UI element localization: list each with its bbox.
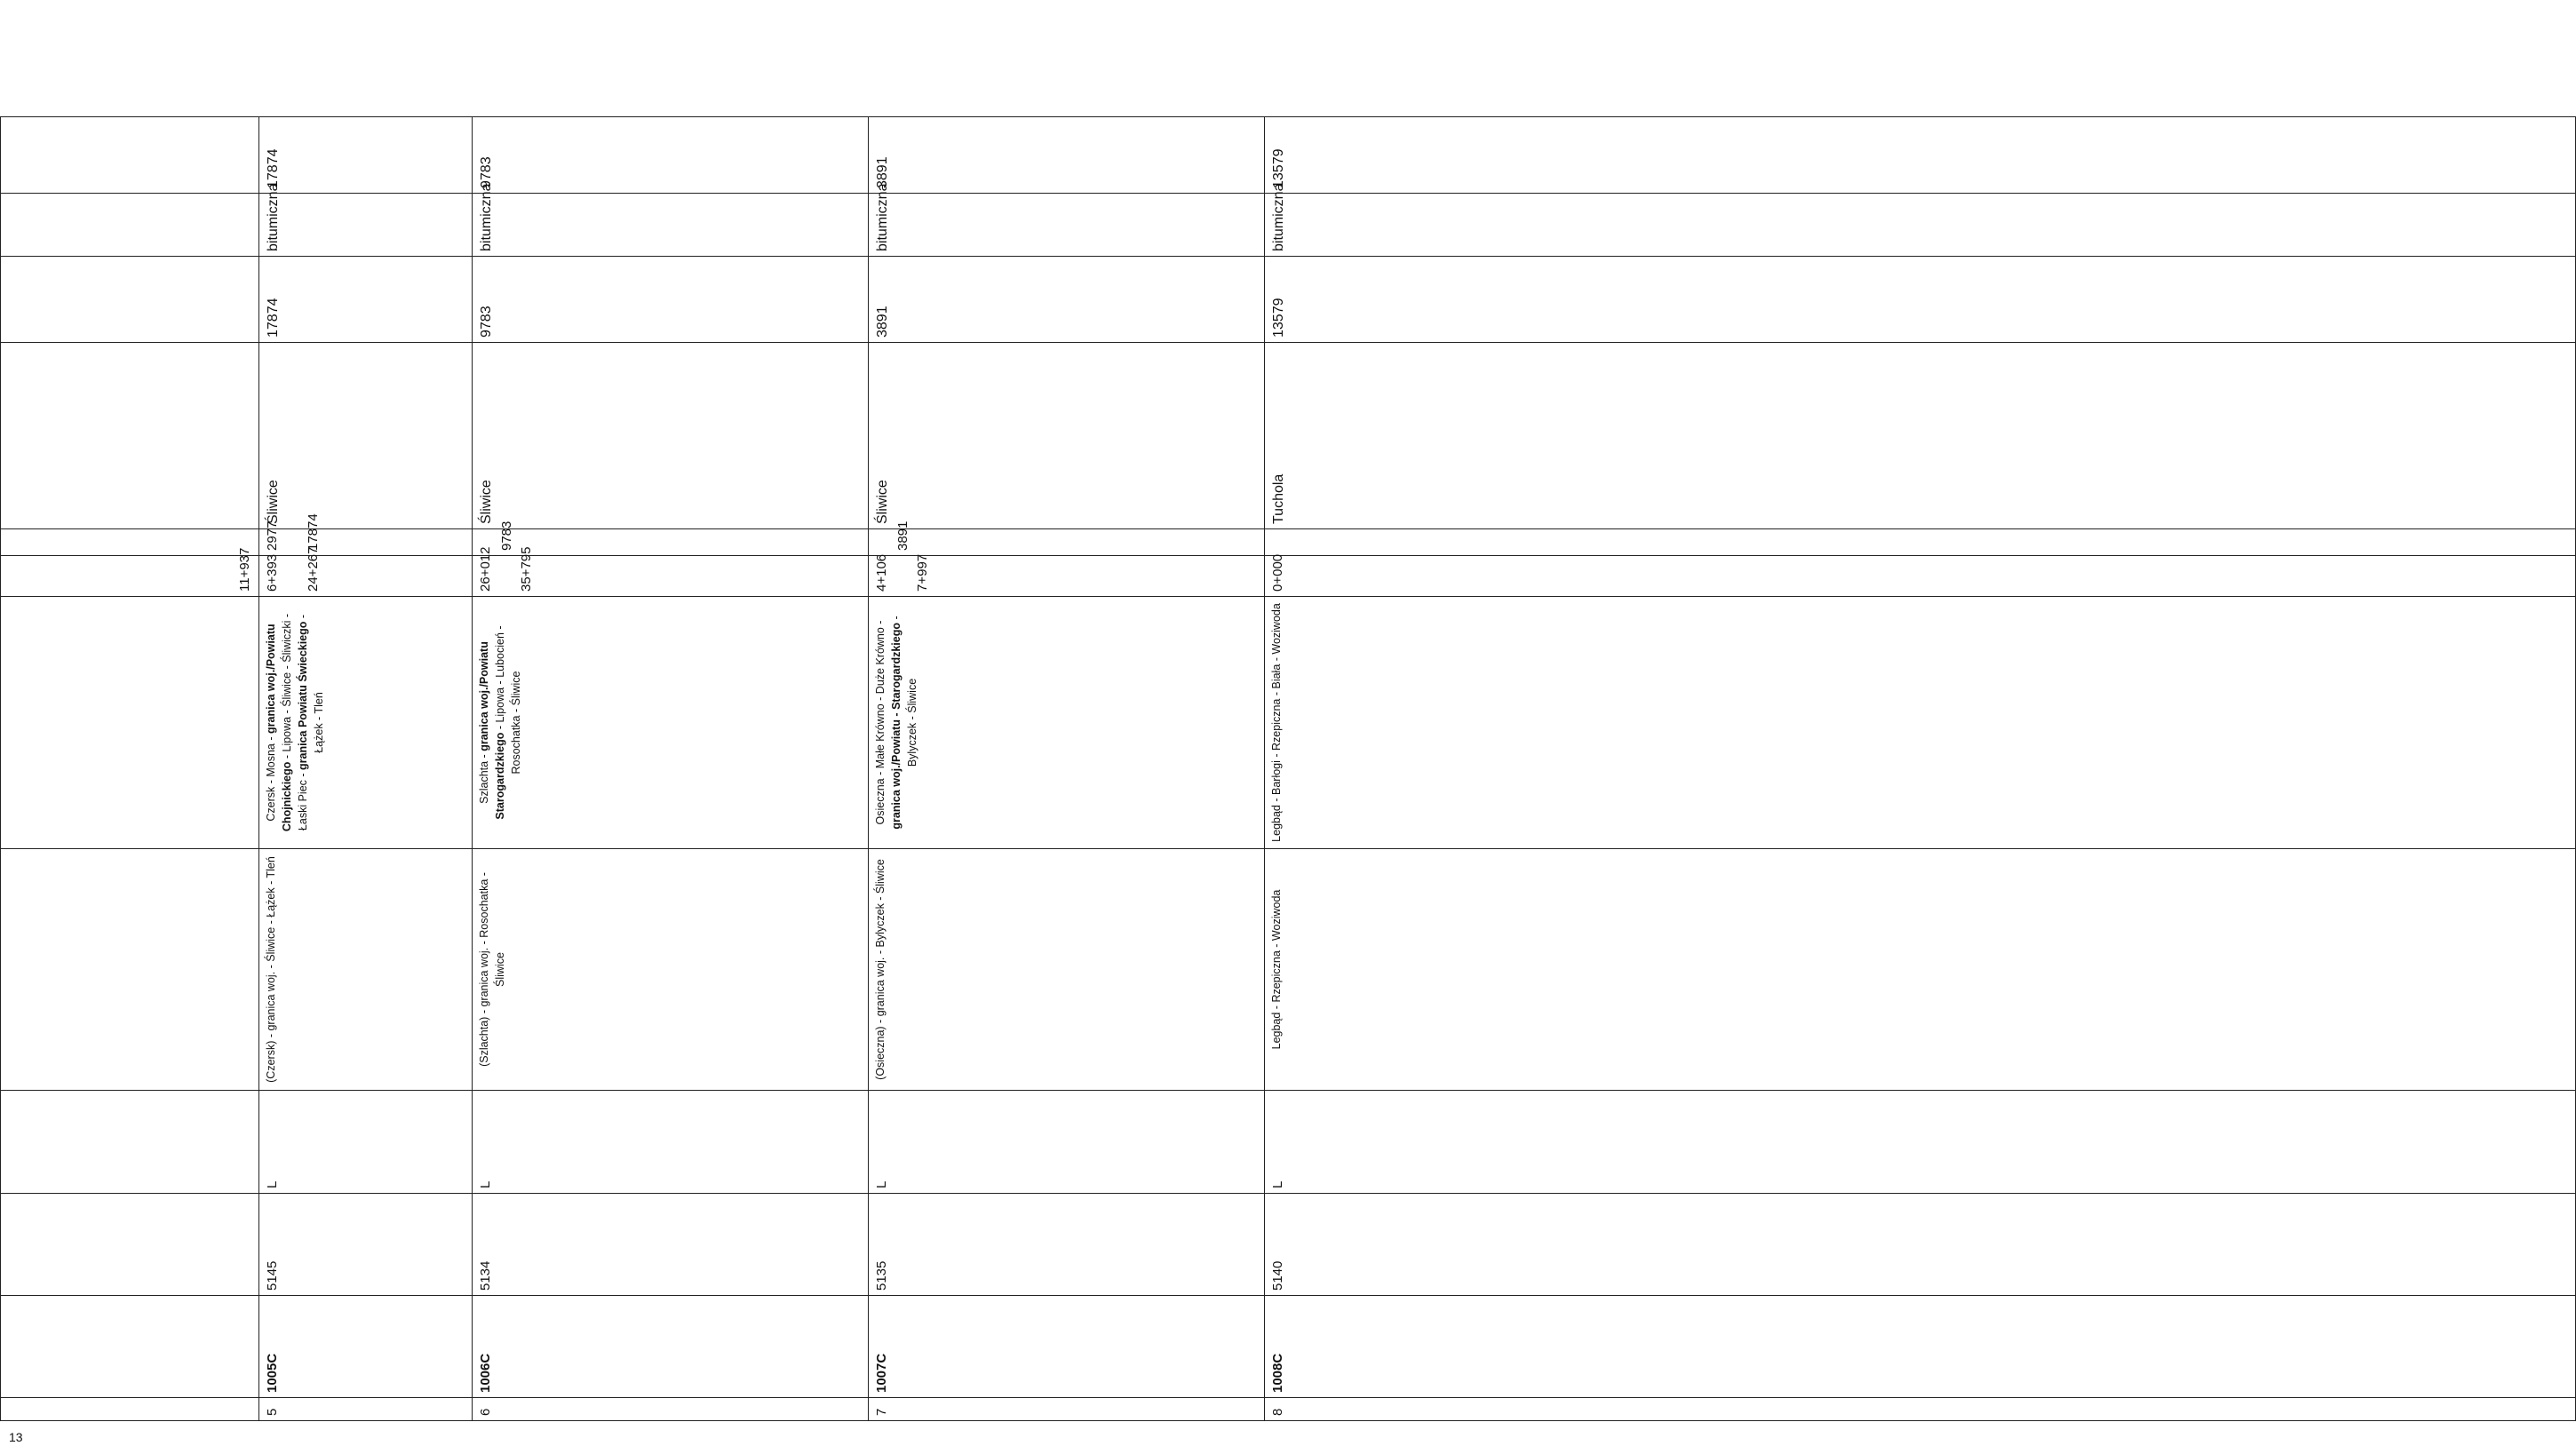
old-route-cell	[1, 849, 259, 1091]
km-cell	[258, 546, 472, 597]
new-route-cell	[472, 597, 868, 849]
old-number-cell: 5134	[472, 1194, 868, 1296]
km-start: 6+393	[264, 553, 280, 592]
km-cell	[868, 553, 1264, 597]
km-value: 11+937	[237, 547, 253, 592]
km-start: 4+106	[873, 553, 889, 592]
length-cell	[1, 529, 259, 556]
surface-len-cell: 13579	[1264, 117, 2576, 194]
route-segment: - Lipowa - Lubocień - Rosochatka - Śliwice	[494, 625, 523, 775]
municipality-cell: Śliwice	[868, 343, 1264, 529]
km-end: 24+267	[305, 546, 321, 592]
lp-cell: 7	[868, 1398, 1264, 1421]
new-route-cell	[1, 597, 259, 849]
route-segment: granica woj./Powiatu Chojnickiego	[264, 624, 293, 832]
old-number-cell: 5135	[868, 1194, 1264, 1296]
road-row	[868, 0, 1264, 1421]
old-route-cell: (Czersk) - granica woj. - Śliwice - Łążek - Tleń	[258, 849, 472, 1091]
length-total-cell: 9783	[472, 257, 868, 343]
municipality-cell: Śliwice	[472, 343, 868, 529]
municipality-cell: Śliwice	[258, 343, 472, 529]
new-route-cell	[868, 597, 1264, 849]
surface-cell: bitumiczna	[472, 194, 868, 257]
page-number: 13	[9, 1430, 23, 1444]
km-end: 7+997	[914, 553, 930, 592]
road-number-cell: 1008C	[1264, 1296, 2576, 1398]
surface-len-cell: 9783	[472, 117, 868, 194]
length-value: 2977	[264, 520, 280, 551]
surface-cell: bitumiczna	[1264, 194, 2576, 257]
route-segment: Czersk - Mosna -	[264, 734, 277, 822]
category-cell: L	[258, 1091, 472, 1194]
length-total-cell: 13579	[1264, 257, 2576, 343]
road-row	[472, 0, 868, 1421]
road-number-cell	[1, 1296, 259, 1398]
surface-len-cell	[1, 117, 259, 194]
length-total-cell: 17874	[258, 257, 472, 343]
route-segment: Szlachta -	[477, 751, 490, 804]
route-segment: granica Powiatu Świeckiego	[297, 621, 310, 770]
route-segment: granica woj./Powiatu Starogardzkiego	[477, 641, 506, 820]
road-number-cell: 1005C	[258, 1296, 472, 1398]
old-number-cell	[1, 1194, 259, 1296]
length-total-cell	[1, 257, 259, 343]
header-continuation-row	[1, 0, 259, 1421]
km-cell	[1264, 553, 2576, 597]
route-segment: granica woj./Powiatu - Starogardzkiego	[889, 622, 902, 830]
route-segment: - Lipowa - Śliwice - Śliwiczki - Łaski Piec -	[281, 613, 310, 831]
length-value-2: 9783	[498, 520, 514, 551]
new-route-cell	[258, 597, 472, 849]
route-segment: - Łążek - Tleń	[297, 614, 326, 753]
old-route-cell: Legbąd - Rzepiczna - Woziwoda	[1264, 849, 2576, 1091]
road-row	[1264, 0, 2576, 1421]
surface-len-cell: 3891	[868, 117, 1264, 194]
lp-cell: 8	[1264, 1398, 2576, 1421]
road-number-cell: 1006C	[472, 1296, 868, 1398]
length-total-cell: 3891	[868, 257, 1264, 343]
length-value-2: 3891	[894, 520, 910, 551]
km-cell	[1, 547, 259, 597]
old-number-cell: 5140	[1264, 1194, 2576, 1296]
municipality-cell	[1, 343, 259, 529]
rotated-page	[0, 0, 1286, 1421]
road-row	[258, 0, 472, 1421]
km-cell	[472, 546, 868, 597]
route-segment: Legbąd - Barłogi - Rzepiczna - Biała - Woziwoda	[1269, 603, 1283, 842]
old-route-cell: (Osieczna) - granica woj. - Bylyczek - Śliwice	[868, 849, 1264, 1091]
municipality-cell: Tuchola	[1264, 343, 2576, 529]
category-cell: L	[1264, 1091, 2576, 1194]
km-start: 0+000	[1269, 553, 1285, 592]
route-segment: Osieczna - Małe Krówno - Duże Krówno -	[873, 620, 886, 825]
category-cell	[1, 1091, 259, 1194]
surface-cell: bitumiczna	[868, 194, 1264, 257]
length-value-2: 17874	[305, 513, 321, 551]
surface-len-cell: 17874	[258, 117, 472, 194]
old-route-cell: (Szlachta) - granica woj. - Rosochatka - Śliwice	[472, 849, 868, 1091]
old-number-cell: 5145	[258, 1194, 472, 1296]
km-start: 26+012	[477, 546, 493, 592]
surface-cell	[1, 194, 259, 257]
surface-cell: bitumiczna	[258, 194, 472, 257]
lp-cell	[1, 1398, 259, 1421]
lp-cell: 5	[258, 1398, 472, 1421]
lp-cell: 6	[472, 1398, 868, 1421]
length-cell	[258, 513, 472, 556]
length-cell	[1264, 529, 2576, 556]
category-cell: L	[868, 1091, 1264, 1194]
new-route-cell	[1264, 597, 2576, 849]
route-segment: - Bylyczek - Śliwice	[889, 616, 918, 767]
km-end: 35+795	[518, 546, 534, 592]
length-cell	[868, 520, 1264, 556]
category-cell: L	[472, 1091, 868, 1194]
road-number-cell: 1007C	[868, 1296, 1264, 1398]
